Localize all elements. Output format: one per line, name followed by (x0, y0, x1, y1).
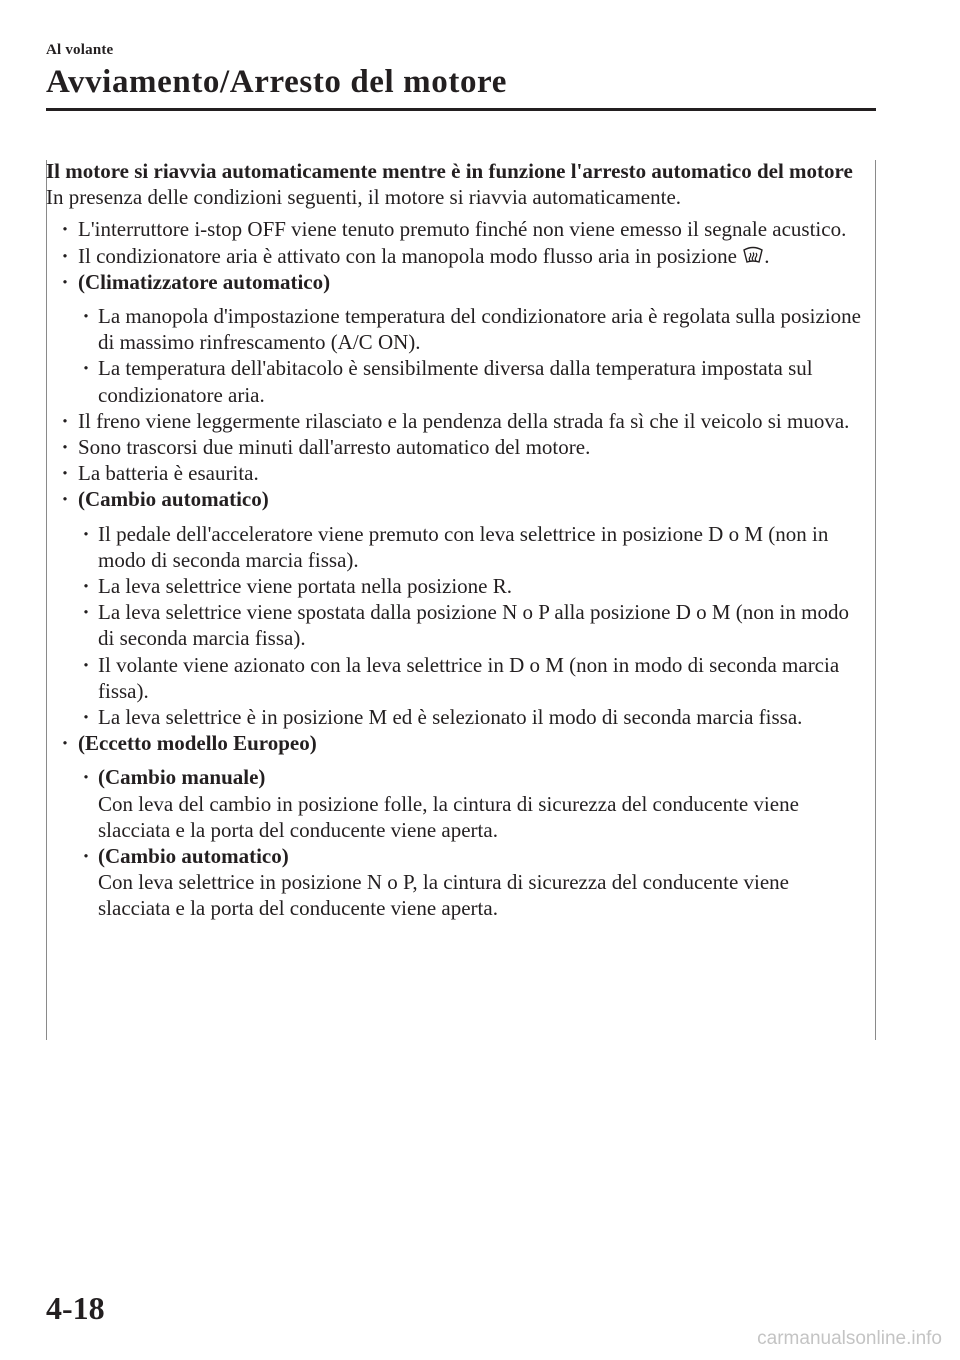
bullet-icon: · (82, 705, 90, 730)
bullet-icon: · (82, 521, 90, 546)
list-item (46, 408, 861, 434)
list-item-text: La temperatura dell'abitacolo è sensibilmente diversa dalla temperatura impostata sul condizionatore aria. (98, 356, 813, 407)
sub-list-item-title: (Cambio automatico) (98, 844, 289, 869)
list-item-text: La leva selettrice viene spostata dalla posizione N o P alla posizione D o M (non in modo di seconda marcia fissa). (98, 600, 849, 651)
sub-list-item (46, 704, 861, 730)
sub-list-item (46, 843, 861, 922)
bullet-icon: · (61, 408, 69, 433)
bullet-icon: · (61, 487, 69, 512)
bullet-icon: · (82, 574, 90, 599)
list-item-text: (Cambio automatico) (78, 487, 269, 512)
bullet-icon: · (82, 304, 90, 329)
list-item-text: (Eccetto modello Europeo) (78, 731, 317, 756)
page-number: 4-18 (46, 1290, 105, 1326)
list-item-text: Con leva selettrice in posizione N o P, la cintura di sicurezza del conducente viene slacciata e la porta del conducente viene aperta. (98, 870, 790, 921)
bullet-icon: · (82, 652, 90, 677)
section-label: Al volante (46, 42, 114, 58)
sub-list-item-title: (Cambio manuale) (98, 765, 266, 790)
list-item (46, 486, 861, 512)
intro-text: In presenza delle condizioni seguenti, il motore si riavvia automaticamente. (46, 185, 682, 210)
list-item (46, 269, 861, 295)
bullet-icon: · (61, 217, 69, 242)
list-item (46, 730, 861, 756)
list-item-text: Il pedale dell'acceleratore viene premuto con leva selettrice in posizione D o M (non in modo di seconda marcia fissa). (98, 521, 829, 572)
sub-list-item (46, 652, 861, 704)
content-block (46, 158, 861, 922)
bullet-icon: · (82, 844, 90, 869)
list-item-text: La manopola d'impostazione temperatura del condizionatore aria è regolata sulla posizione di massimo rinfrescamento (A/C ON). (98, 304, 861, 355)
sub-list-item (46, 355, 861, 407)
list-item (46, 243, 861, 269)
page-title: Avviamento/Arresto del motore (46, 64, 507, 100)
list-item-text: Il freno viene leggermente rilasciato e la pendenza della strada fa sì che il veicolo si muova. (78, 408, 850, 433)
list-item-text: Il condizionatore aria è attivato con la manopola modo flusso aria in posizione (78, 243, 737, 268)
windshield-defroster-icon (742, 245, 764, 265)
sub-list-item (46, 764, 861, 843)
list-item-text: Con leva del cambio in posizione folle, la cintura di sicurezza del conducente viene slacciata e la porta del conducente viene aperta. (98, 791, 799, 842)
list-item (46, 460, 861, 486)
list-item-text-end: . (764, 243, 770, 268)
sub-list-item (46, 521, 861, 573)
list-item-text: La leva selettrice viene portata nella posizione R. (98, 574, 512, 599)
content-frame-right-line (875, 160, 876, 1040)
title-divider (46, 108, 876, 111)
sub-list-item (46, 573, 861, 599)
list-item-text: (Climatizzatore automatico) (78, 269, 331, 294)
list-item-text: La batteria è esaurita. (78, 461, 259, 486)
bullet-icon: · (61, 461, 69, 486)
bullet-icon: · (82, 600, 90, 625)
sub-list-item (46, 599, 861, 651)
bullet-icon: · (82, 356, 90, 381)
list-item (46, 216, 861, 242)
bullet-icon: · (61, 731, 69, 756)
list-item (46, 434, 861, 460)
bullet-icon: · (61, 435, 69, 460)
bullet-icon: · (82, 765, 90, 790)
watermark: carmanualsonline.info (757, 1328, 942, 1349)
sub-list-item (46, 303, 861, 355)
list-item-text: La leva selettrice è in posizione M ed è selezionato il modo di seconda marcia fissa. (98, 705, 803, 730)
bullet-icon: · (61, 243, 69, 268)
bullet-icon: · (61, 269, 69, 294)
subsection-heading: Il motore si riavvia automaticamente mentre è in funzione l'arresto automatico del motore (46, 159, 853, 183)
list-item-text: Il volante viene azionato con la leva selettrice in D o M (non in modo di seconda marcia fissa). (98, 652, 840, 703)
list-item-text: Sono trascorsi due minuti dall'arresto automatico del motore. (78, 435, 591, 460)
list-item-text: L'interruttore i-stop OFF viene tenuto premuto finché non viene emesso il segnale acustico. (78, 217, 847, 242)
